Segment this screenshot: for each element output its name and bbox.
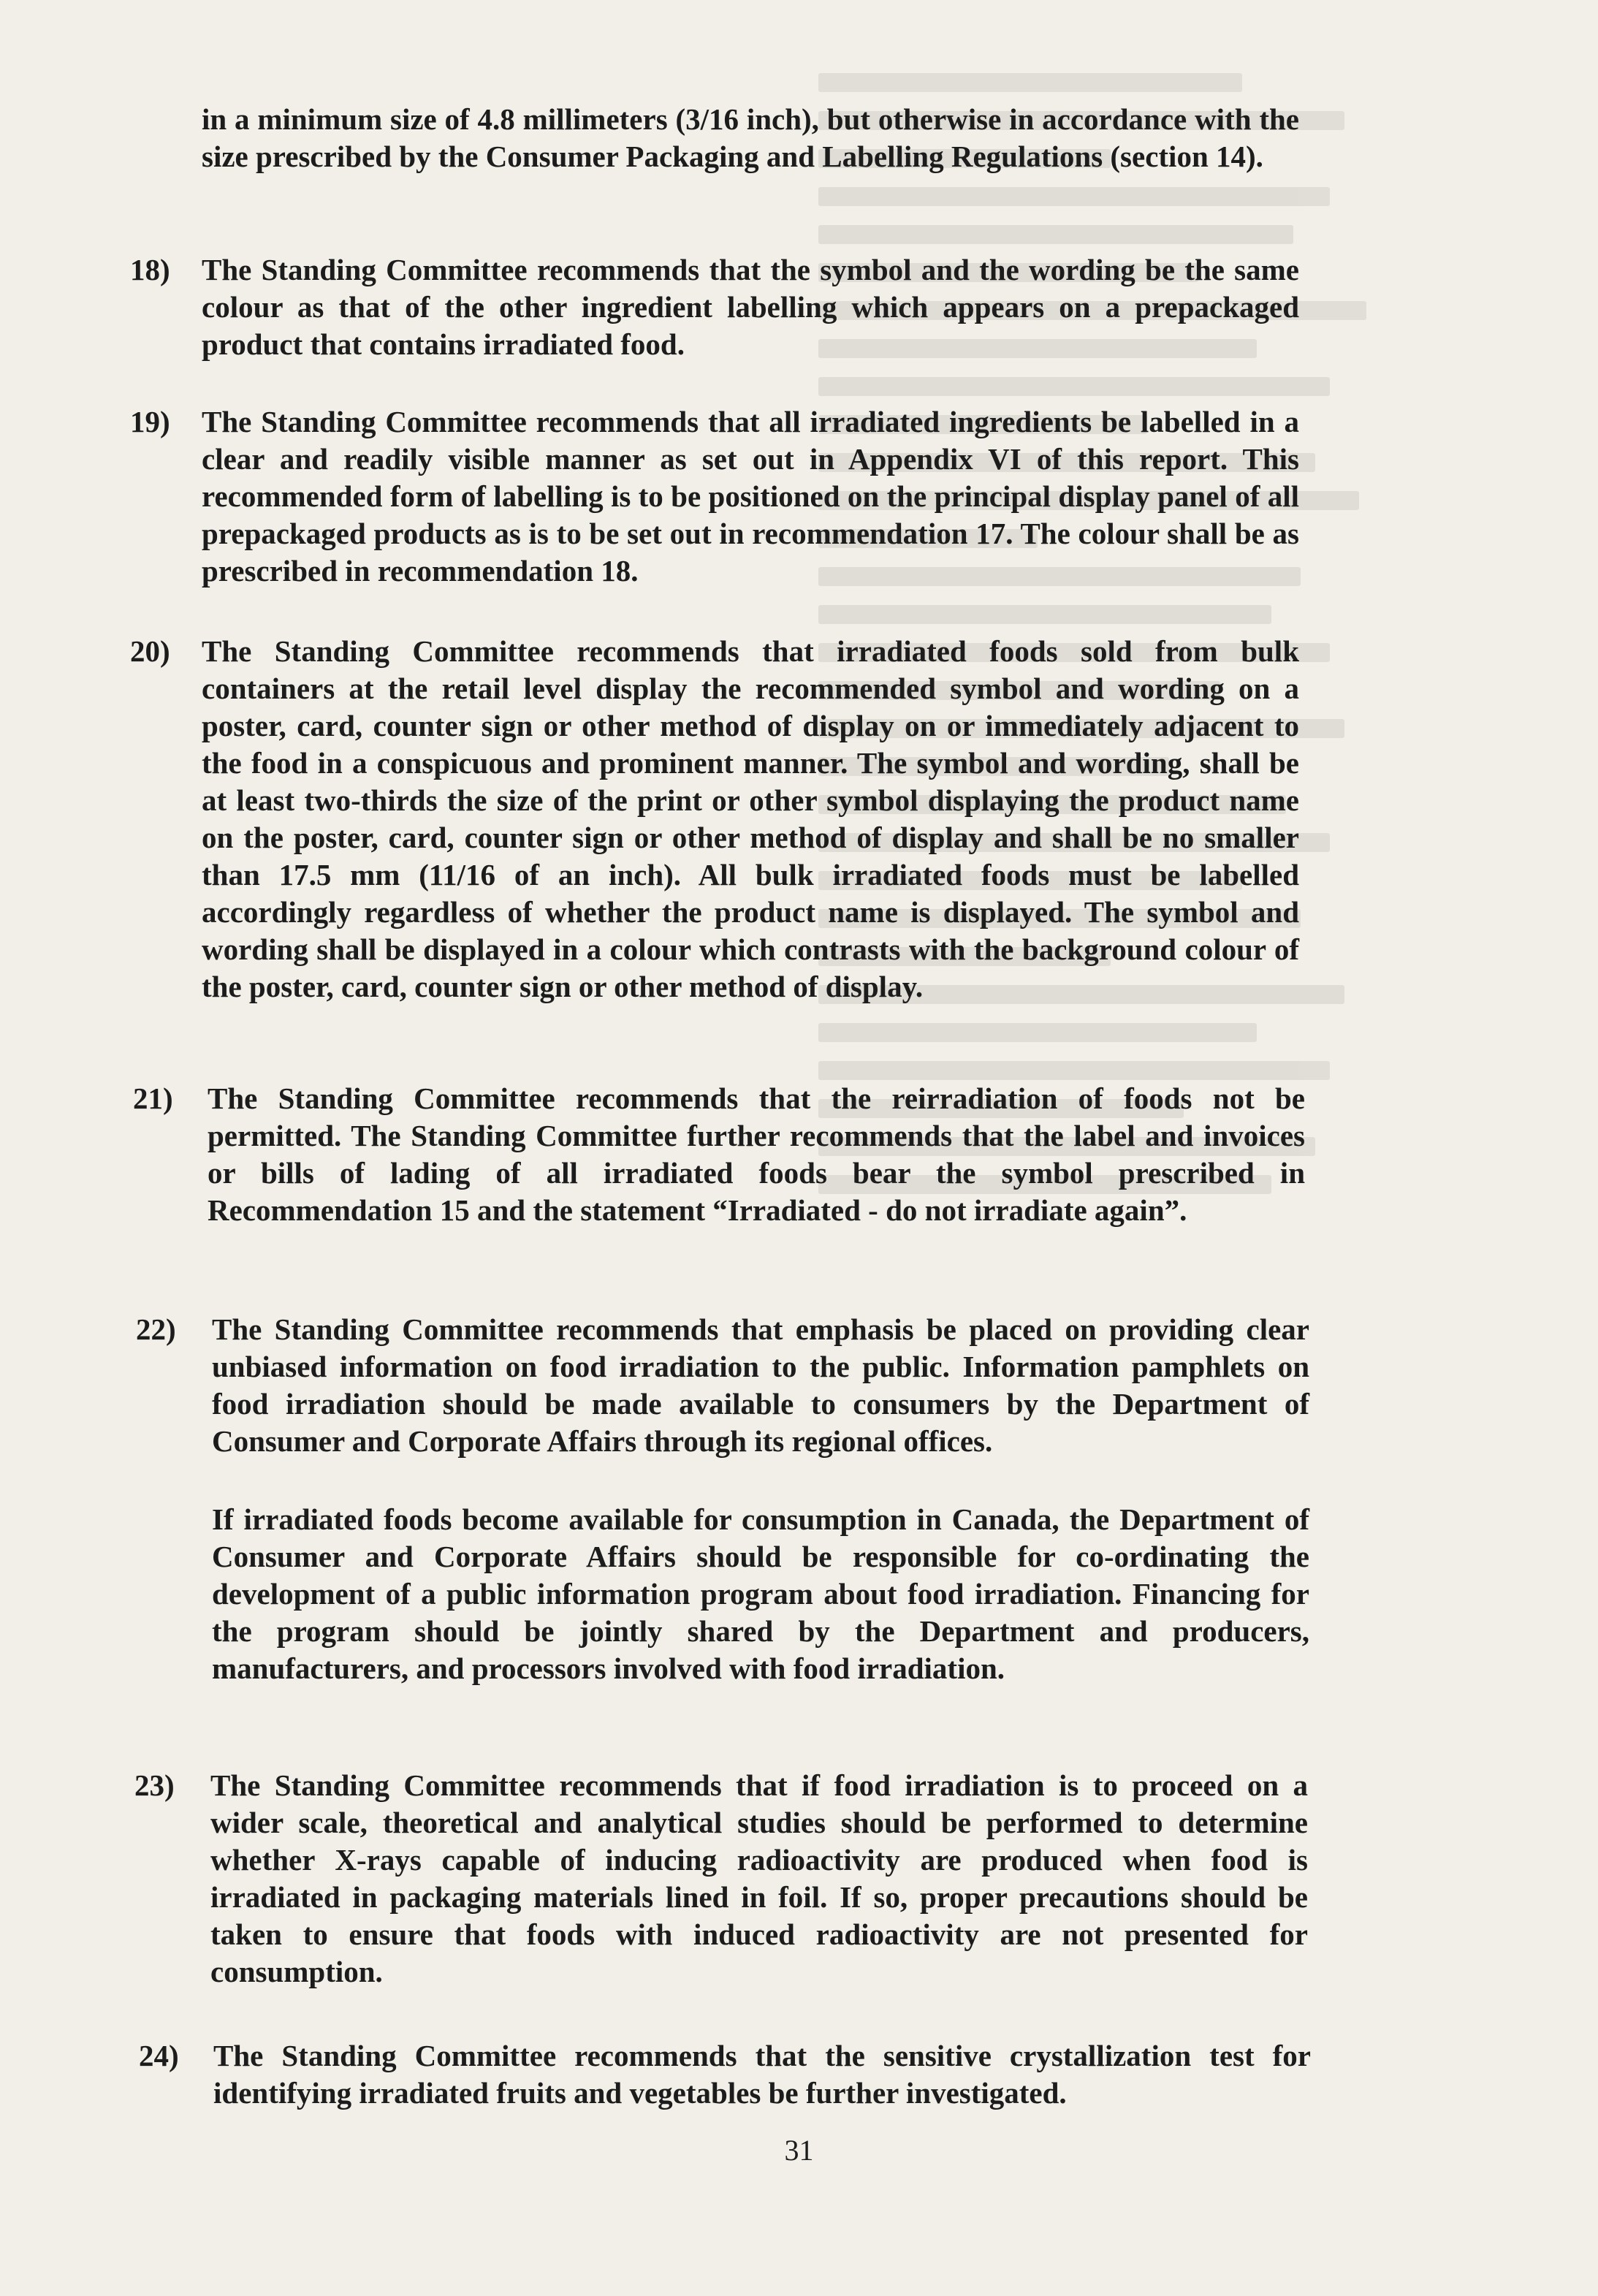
recommendation-22-text: The Standing Committee recommends that emphasis be placed on providing clear unbiased information on food irradiation to the public. Information pamphlets on food irradiation should be made available to consumers by the Department of Consumer and Corporate Affairs through its regional offices. [212,1312,1309,1458]
recommendation-23-text: The Standing Committee recommends that if food irradiation is to proceed on a wider scale, theoretical and analytical studies should be performed to determine whether X-rays capable of inducing radioactivity are produced when food is irradiated in packaging materials lined in foil. If so, proper precautions should be taken to ensure that foods with induced radioactivity are not presented for consumption. [210,1768,1308,1988]
recommendation-19-text: The Standing Committee recommends that all irradiated ingredients be labelled in a clear and readily visible manner as set out in Appendix VI of this report. This recommended form of labelling is to be positioned on the principal display panel of all prepackaged products as is to be set out in recommendation 17. The colour shall be as prescribed in recommendation 18. [202,405,1299,588]
recommendation-number-20: 20) [130,634,170,668]
recommendation-20-text: The Standing Committee recommends that irradiated foods sold from bulk containers at the retail level display the recommended symbol and wording on a poster, card, counter sign or other method of display on or immediately adjacent to the food in a conspicuous and prominent manner. The symbol and wording, shall be at least two-thirds the size of the print or other symbol displaying the product name on the poster, card, counter sign or other method of display and shall be no smaller than 17.5 mm (11/16 of an inch). All bulk irradiated foods must be labelled accordingly regardless of whether the product name is displayed. The symbol and wording shall be displayed in a colour which contrasts with the background colour of the poster, card, counter sign or other method of display. [202,634,1299,1003]
recommendation-number-24: 24) [139,2039,179,2072]
intro-paragraph: in a minimum size of 4.8 millimeters (3/16 inch), but otherwise in accordance with the size prescribed by the Consumer Packaging and Labelling Regulations (section 14). [202,102,1299,173]
recommendation-24-text: The Standing Committee recommends that the sensitive crystallization test for identifying irradiated fruits and vegetables be further investigated. [213,2039,1311,2110]
recommendation-18-text: The Standing Committee recommends that the symbol and the wording be the same colour as that of the other ingredient labelling which appears on a prepackaged product that contains irradiated food. [202,253,1299,361]
recommendation-number-19: 19) [130,405,170,438]
recommendation-21-text: The Standing Committee recommends that the reirradiation of foods not be permitted. The Standing Committee further recommends that the label and invoices or bills of lading of all irradiated foods bear the symbol prescribed in Recommendation 15 and the statement “Irradiated - do not irradiate again”. [208,1082,1305,1227]
recommendation-22-text-continued: If irradiated foods become available for consumption in Canada, the Department of Consumer and Corporate Affairs should be responsible for co-ordinating the development of a public information program about food irradiation. Financing for the program should be jointly shared by the Department and producers, manufacturers, and processors involved with food irradiation. [212,1502,1309,1685]
recommendation-number-22: 22) [136,1312,176,1346]
recommendation-number-18: 18) [130,253,170,286]
recommendation-number-23: 23) [134,1768,175,1802]
page-number: 31 [784,2134,814,2167]
recommendation-number-21: 21) [133,1082,173,1115]
